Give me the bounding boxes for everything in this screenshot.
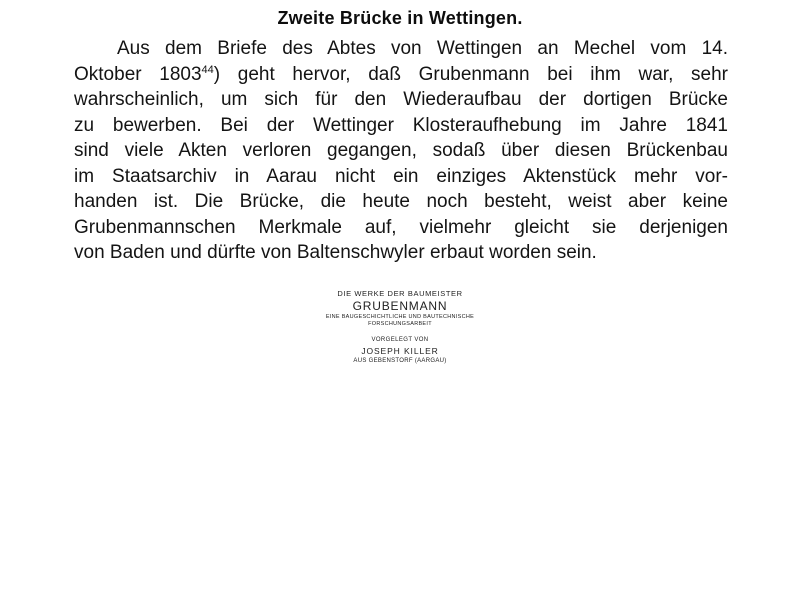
body-paragraph [74,36,728,266]
stamp-series-title: DIE WERKE DER BAUMEISTER [337,289,463,298]
paragraph-line: zu bewerben. Bei der Wettinger Klosteraufhebung im Jahre 1841 [74,114,728,136]
paragraph-line-segment: Oktober 1803 [74,63,202,85]
paragraph-line: sind viele Akten verloren gegangen, sodaß über diesen Brückenbau [74,140,728,161]
footnote-reference: 44 [201,63,214,76]
paragraph-line: wahrscheinlich, um sich für den Wiederaufbau der dortigen Brücke [74,89,728,110]
publication-stamp [300,288,500,365]
paragraph-line: handen ist. Die Brücke, die heute noch besteht, weist aber keine [74,191,728,212]
paragraph-line [74,62,728,88]
paragraph-line: Grubenmannschen Merkmale auf, vielmehr gleicht sie derjenigen [74,216,728,238]
stamp-main-title: GRUBENMANN [352,299,448,313]
stamp-spacer [300,328,500,336]
paragraph-line: von Baden und dürfte von Baltenschwyler erbaut worden sein. [74,242,597,263]
stamp-subtitle: FORSCHUNGSARBEIT [368,321,432,327]
paragraph-line-segment: ) geht hervor, daß Grubenmann bei ihm war, sehr [213,63,728,85]
stamp-presented-by: VORGELEGT VON [371,337,429,343]
section-heading: Zweite Brücke in Wettingen. [277,8,523,28]
paragraph-line: Aus dem Briefe des Abtes von Wettingen an Mechel vom 14. [117,38,728,59]
stamp-subtitle: EINE BAUGESCHICHTLICHE UND BAUTECHNISCHE [325,314,475,320]
stamp-author-origin: AUS GEBENSTORF (AARGAU) [353,358,447,364]
stamp-author: JOSEPH KILLER [361,346,439,356]
paragraph-line: im Staatsarchiv in Aarau nicht ein einziges Aktenstück mehr vor- [74,165,728,187]
